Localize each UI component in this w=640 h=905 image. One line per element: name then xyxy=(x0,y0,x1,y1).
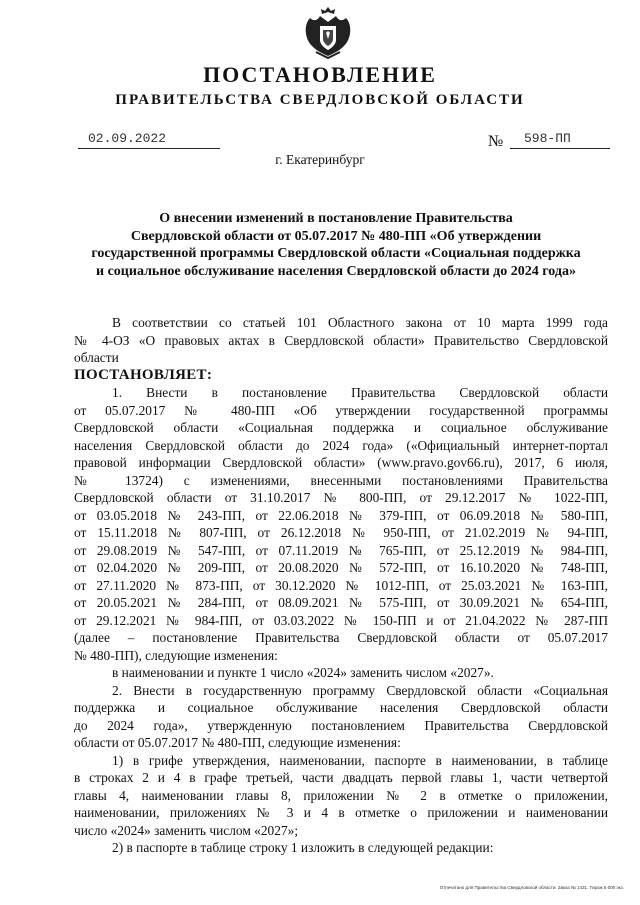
number-sign: № xyxy=(488,133,504,150)
body-line: № 4-ОЗ «О правовых актах в Свердловской области» Правительство Свердловской xyxy=(74,332,608,348)
body-line: 2) в паспорте в таблице строку 1 изложить в следующей редакции: xyxy=(112,840,494,855)
body-line: от 29.08.2019 № 547-ПП, от 07.11.2019 № 765-ПП, от 25.12.2019 № 984-ПП, xyxy=(74,542,608,558)
body-line: в строках 2 и 4 в графе третьей, части двадцать первой главы 1, части четвертой xyxy=(74,770,608,785)
body-line: области от 05.07.2017 № 480-ПП, следующие изменения: xyxy=(74,735,401,750)
body-line: 2. Внести в государственную программу Свердловской области «Социальная xyxy=(112,682,608,698)
body-line: от 20.05.2021 № 284-ПП, от 08.09.2021 № 575-ПП, от 30.09.2021 № 654-ПП, xyxy=(74,595,608,610)
body-line: наименовании, приложениях № 3 и 4 в отметке о приложении и наименовании xyxy=(74,805,608,820)
print-footer: Отпечатано для Правительства Свердловской области. Заказ № 1431. Тираж 5 000 экз. xyxy=(439,885,624,890)
subject-line: О внесении изменений в постановление Правительства xyxy=(159,211,513,226)
body-line: от 29.12.2021 № 984-ПП, от 03.03.2022 № 150-ПП и от 21.04.2022 № 287-ПП xyxy=(74,612,608,628)
body-line: населения Свердловской области до 2024 года» («Официальный интернет-портал xyxy=(74,437,608,453)
body-line: Свердловской области от 31.10.2017 № 800-ПП, от 29.12.2017 № 1022-ПП, xyxy=(74,490,608,505)
document-title: ПОСТАНОВЛЕНИЕ xyxy=(203,62,437,87)
coat-of-arms-emblem xyxy=(300,4,356,60)
body-line: (далее – постановление Правительства Свердловской области от 05.07.2017 xyxy=(74,630,608,645)
body-line: правовой информации Свердловской области» (www.pravo.gov66.ru), 2017, 6 июля, xyxy=(74,455,608,470)
date-underline xyxy=(78,148,220,149)
body-line: главы 4, наименовании главы 8, приложении № 2 в отметке о приложении, xyxy=(74,787,608,803)
document-city: г. Екатеринбург xyxy=(275,152,365,167)
document-subject xyxy=(60,210,612,280)
body-line: от 15.11.2018 № 807-ПП, от 26.12.2018 № 950-ПП, от 21.02.2019 № 94-ПП, xyxy=(74,525,608,540)
resolves-heading: ПОСТАНОВЛЯЕТ: xyxy=(74,366,213,383)
body-line: число «2024» заменить числом «2027»; xyxy=(74,822,299,838)
body-line: от 27.11.2020 № 873-ПП, от 30.12.2020 № 1012-ПП, от 25.03.2021 № 163-ПП, xyxy=(74,577,608,593)
subject-line: Свердловской области от 05.07.2017 № 480-ПП «Об утверждении xyxy=(130,228,542,244)
number-underline xyxy=(510,148,610,149)
body-line: 1) в грифе утверждения, наименовании, паспорте в наименовании, в таблице xyxy=(112,752,608,768)
document-issuer: ПРАВИТЕЛЬСТВА СВЕРДЛОВСКОЙ ОБЛАСТИ xyxy=(115,92,525,108)
document-body xyxy=(74,314,608,857)
body-line: № 480-ПП), следующие изменения: xyxy=(74,647,278,663)
body-line: В соответствии со статьей 101 Областного закона от 10 марта 1999 года xyxy=(112,315,608,330)
subject-line: и социальное обслуживание населения Свердловской области до 2024 года» xyxy=(96,263,576,279)
body-line: области xyxy=(74,350,119,365)
body-line: № 13724) с изменениями, внесенными постановлениями Правительства xyxy=(74,472,608,488)
body-line: Свердловской области «Социальная поддержка и социальное обслуживание xyxy=(74,420,608,435)
body-line: 1. Внести в постановление Правительства Свердловской области xyxy=(112,385,608,400)
document-date: 02.09.2022 xyxy=(88,131,167,146)
body-line: в наименовании и пункте 1 число «2024» заменить числом «2027». xyxy=(112,665,494,680)
body-line: от 02.04.2020 № 209-ПП, от 20.08.2020 № 572-ПП, от 16.10.2020 № 748-ПП, xyxy=(74,560,608,575)
document-number: 598-ПП xyxy=(524,131,571,146)
body-line: поддержка и социальное обслуживание населения Свердловской области xyxy=(74,700,608,715)
body-line: до 2024 года», утвержденную постановлением Правительства Свердловской xyxy=(74,717,608,733)
body-line: от 03.05.2018 № 243-ПП, от 22.06.2018 № 379-ПП, от 06.09.2018 № 580-ПП, xyxy=(74,507,608,523)
subject-line: государственной программы Свердловской области «Социальная поддержка xyxy=(91,246,581,261)
body-line: от 05.07.2017 № 480-ПП «Об утверждении государственной программы xyxy=(74,402,608,418)
